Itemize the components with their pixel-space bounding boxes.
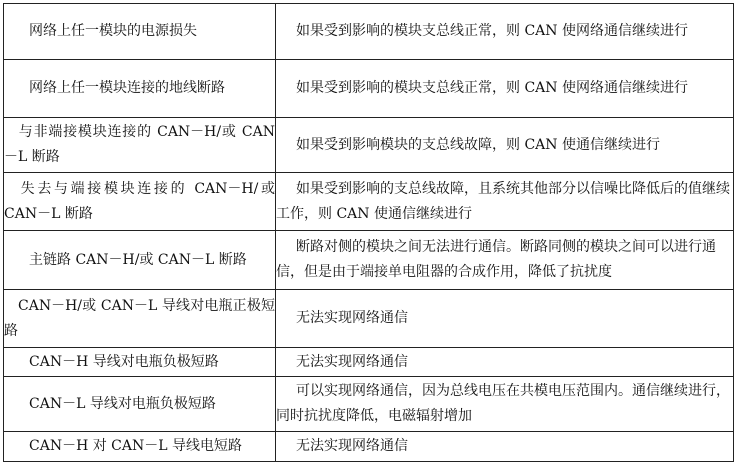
result-text: 无法实现网络通信 — [296, 310, 408, 326]
table-row — [4, 4, 734, 60]
result-text: 如果受到影响的模块支总线正常，则 CAN 使网络通信继续进行 — [296, 23, 688, 39]
fault-cell: CAN－H 对 CAN－L 导线电短路 — [4, 432, 276, 462]
fault-cell: 网络上任一模块的电源损失 — [4, 4, 276, 60]
result-cell — [276, 231, 734, 290]
table-row — [4, 173, 734, 231]
result-cell — [276, 4, 734, 60]
result-text: 无法实现网络通信 — [296, 353, 408, 370]
fault-cell: 主链路 CAN－H/或 CAN－L 断路 — [4, 231, 276, 290]
result-text: 断路对侧的模块之间无法进行通信。断路同侧的模块之间可以进行通信，但是由于端接单电阻器的合成作用，降低了抗扰度 — [276, 239, 716, 280]
fault-cell: CAN－L 导线对电瓶负极短路 — [4, 377, 276, 432]
table-row — [4, 377, 734, 432]
result-cell — [276, 348, 734, 377]
table-row — [4, 348, 734, 377]
fault-cell — [4, 173, 276, 231]
result-cell — [276, 118, 734, 173]
result-text: 如果受到影响模块的支总线故障，则 CAN 使通信继续进行 — [296, 136, 660, 153]
table-row — [4, 60, 734, 118]
fault-cell — [4, 290, 276, 348]
table-row — [4, 118, 734, 173]
can-fault-table — [3, 3, 734, 462]
result-text: 如果受到影响的模块支总线正常，则 CAN 使网络通信继续进行 — [296, 80, 688, 96]
result-text: 无法实现网络通信 — [296, 438, 408, 454]
fault-cell: 网络上任一模块连接的地线断路 — [4, 60, 276, 118]
result-cell — [276, 173, 734, 231]
result-cell — [276, 60, 734, 118]
fault-cell: CAN－H 导线对电瓶负极短路 — [4, 348, 276, 377]
result-cell — [276, 377, 734, 432]
table-row — [4, 290, 734, 348]
fault-text: 失去与端接模块连接的 CAN－H/或 CAN－L 断路 — [4, 180, 275, 222]
result-cell — [276, 432, 734, 462]
fault-text: 与非端接模块连接的 CAN－H/或 CAN－L 断路 — [4, 124, 275, 165]
fault-text: CAN－H/或 CAN－L 导线对电瓶正极短路 — [4, 297, 275, 339]
result-cell — [276, 290, 734, 348]
fault-cell — [4, 118, 276, 173]
table-row — [4, 231, 734, 290]
result-text: 如果受到影响的支总线故障，且系统其他部分以信噪比降低后的值继续工作，则 CAN 使通信继续进行 — [276, 180, 730, 222]
result-text: 可以实现网络通信，因为总线电压在共模电压范围内。通信继续进行，同时抗扰度降低，电磁辐射增加 — [276, 383, 730, 424]
table-row — [4, 432, 734, 462]
